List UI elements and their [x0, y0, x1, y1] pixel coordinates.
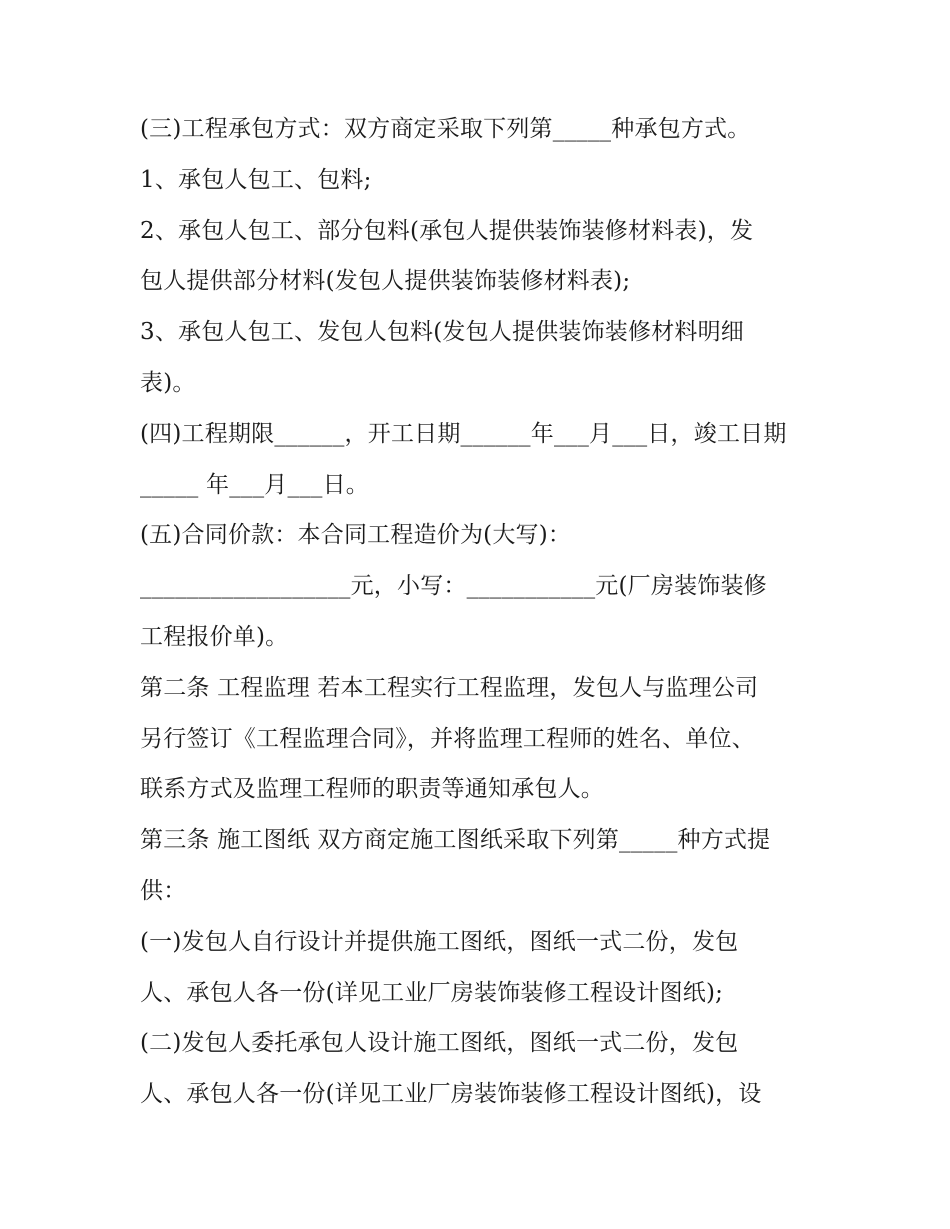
option-1-line: 1、承包人包工、包料;	[140, 166, 372, 193]
option-3-line-b: 表)。	[140, 369, 196, 396]
clause-duration-line-a: (四)工程期限______，开工日期______年___月___日，竣工日期	[140, 420, 787, 447]
clause-price-line-c: 工程报价单)。	[140, 623, 289, 650]
clause-price-line-a: (五)合同价款：本合同工程造价为(大写)：	[140, 522, 572, 549]
article-2-line-a: 第二条 工程监理 若本工程实行工程监理，发包人与监理公司	[140, 674, 759, 701]
clause-duration-line-b: _____ 年___月___日。	[140, 471, 370, 498]
drawing-option-2-line-b: 人、承包人各一份(详见工业厂房装饰装修工程设计图纸)，设	[140, 1081, 762, 1108]
option-2-line-a: 2、承包人包工、部分包料(承包人提供装饰装修材料表)，发	[140, 217, 754, 244]
article-3-line-a: 第三条 施工图纸 双方商定施工图纸采取下列第_____种方式提	[140, 827, 771, 854]
option-3-line-a: 3、承包人包工、发包人包料(发包人提供装饰装修材料明细	[140, 319, 745, 346]
drawing-option-1-line-b: 人、承包人各一份(详见工业厂房装饰装修工程设计图纸);	[140, 979, 724, 1006]
article-2-line-c: 联系方式及监理工程师的职责等通知承包人。	[140, 776, 604, 803]
clause-price-line-b: __________________元，小写：___________元(厂房装饰装修	[140, 573, 767, 600]
option-2-line-b: 包人提供部分材料(发包人提供装饰装修材料表);	[140, 268, 631, 295]
drawing-option-2-line-a: (二)发包人委托承包人设计施工图纸，图纸一式二份，发包	[140, 1030, 739, 1057]
document-body	[140, 104, 820, 1120]
article-2-line-b: 另行签订《工程监理合同》，并将监理工程师的姓名、单位、	[140, 725, 755, 752]
clause-contract-method: (三)工程承包方式：双方商定采取下列第_____种承包方式。	[140, 116, 751, 142]
drawing-option-1-line-a: (一)发包人自行设计并提供施工图纸，图纸一式二份，发包	[140, 928, 739, 955]
article-3-line-b: 供：	[140, 877, 187, 904]
